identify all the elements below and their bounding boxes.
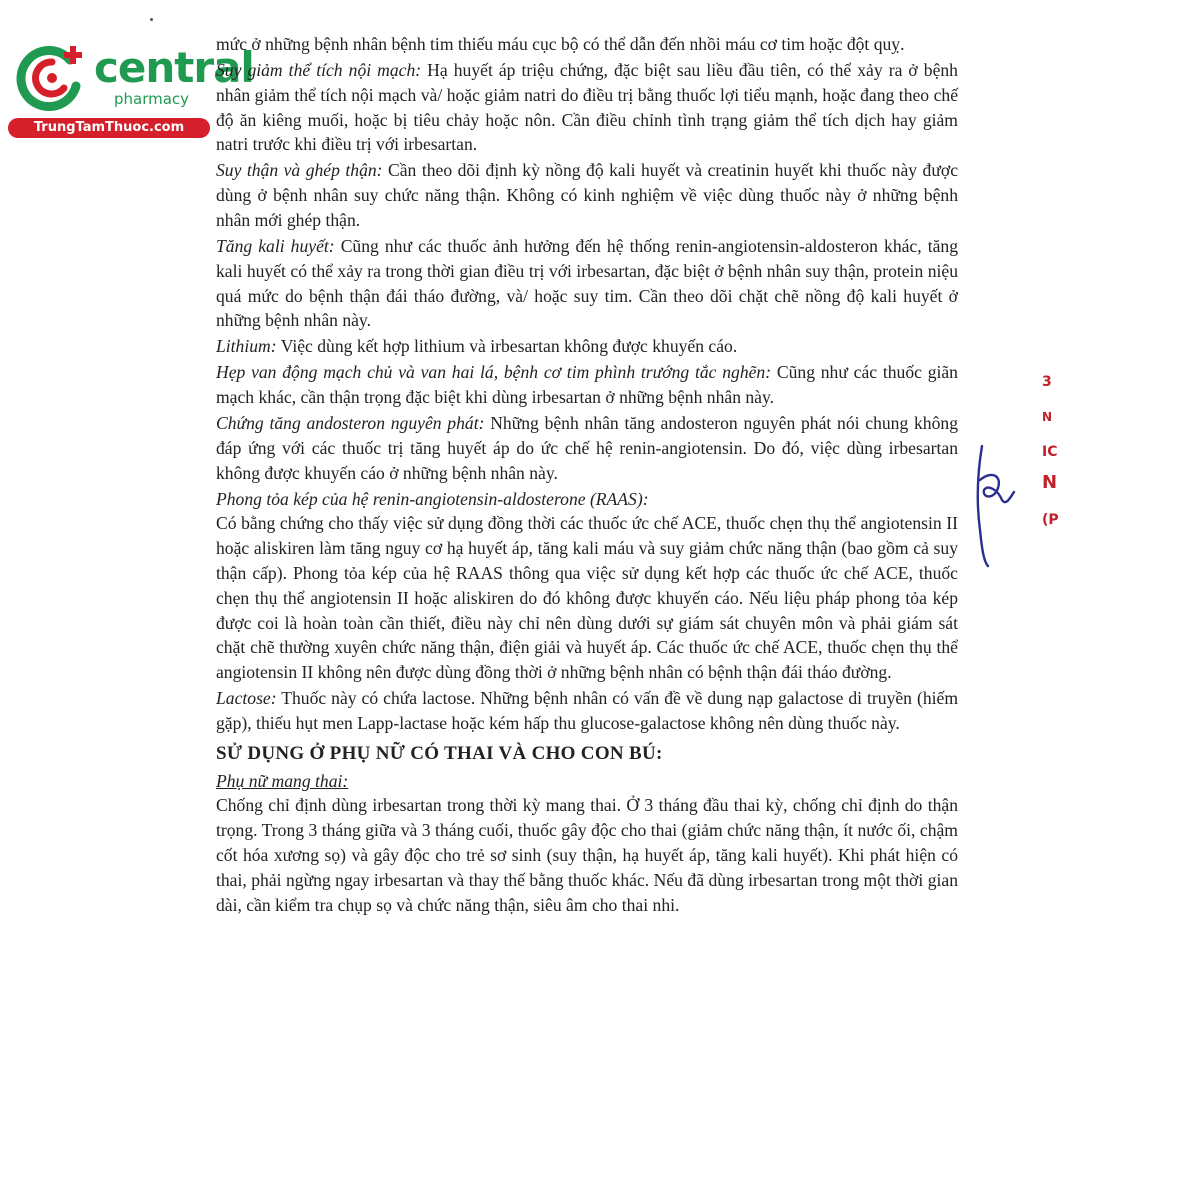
paragraph-term: Chứng tăng andosteron nguyên phát: — [216, 413, 485, 434]
paragraph-lithium — [216, 334, 958, 359]
stamp-fragment: N — [1042, 410, 1053, 424]
paragraph-term: Hẹp van động mạch chủ và van hai lá, bệnh cơ tim phình trướng tắc nghẽn: — [216, 362, 772, 383]
central-pharmacy-logo[interactable] — [8, 36, 254, 136]
paragraph-text: Hạ huyết áp triệu chứng, đặc biệt sau liều đầu tiên, có thể xảy ra ở bệnh nhân giảm thể tích nội mạch và/ hoặc giảm natri do điều trị bằng thuốc lợi tiểu mạnh, hoặc đang theo chế độ ăn kiêng muối, hoặc bị tiêu chảy hoặc nôn. Cần điều chỉnh tình trạng giảm thể tích dịch hay giảm natri trước khi điều trị với irbesartan. — [216, 59, 958, 155]
signature-mark — [968, 440, 1018, 570]
paragraph-term: Suy giảm thể tích nội mạch: — [216, 59, 422, 80]
stamp-fragment: IC — [1042, 444, 1058, 460]
paragraph-pregnancy — [216, 793, 958, 917]
paragraph-text: Những bệnh nhân tăng andosteron nguyên phát nói chung không đáp ứng với các thuốc trị tăng huyết áp do ức chế hệ renin-angiotensin. Do đó, việc dùng irbesartan không được khuyến cáo ở những bệnh nhân này. — [216, 413, 958, 483]
stamp-fragment: (P — [1042, 512, 1059, 528]
logo-tagline: pharmacy — [114, 90, 190, 108]
paragraph-term: Tăng kali huyết: — [216, 235, 335, 256]
stamp-fragment: 3 — [1042, 374, 1052, 390]
paragraph-text: mức ở những bệnh nhân bệnh tim thiếu máu cục bộ có thể dẫn đến nhồi máu cơ tim hoặc đột quỵ. — [216, 34, 905, 54]
paragraph-hypovolemia — [216, 58, 958, 157]
section-heading-pregnancy: SỬ DỤNG Ở PHỤ NỮ CÓ THAI VÀ CHO CON BÚ: — [216, 742, 663, 764]
paragraph-term: Lactose: — [216, 688, 277, 709]
paragraph-stenosis — [216, 360, 958, 410]
paragraph-lactose — [216, 686, 958, 736]
paragraph-text: Việc dùng kết hợp lithium và irbesartan không được khuyến cáo. — [276, 336, 738, 357]
paragraph-term: Suy thận và ghép thận: — [216, 160, 383, 181]
paragraph-hyperkalemia — [216, 234, 958, 333]
logo-site-url[interactable]: TrungTamThuoc.com — [8, 118, 210, 138]
paragraph-text: Chống chỉ định dùng irbesartan trong thời kỳ mang thai. Ở 3 tháng đầu thai kỳ, chống chỉ định do thận trọng. Trong 3 tháng giữa và 3 tháng cuối, thuốc gây độc cho thai (giảm chức năng thận, ít nước ối, chậm cốt hóa xương sọ) và gây độc cho trẻ sơ sinh (suy thận, hạ huyết áp, tăng kali huyết). Khi phát hiện có thai, phải ngừng ngay irbesartan và thay thế bằng thuốc khác. Nếu đã dùng irbesartan trong một thời gian dài, cần kiểm tra chụp sọ và chức năng thận, siêu âm cho thai nhi. — [216, 795, 958, 915]
paragraph-text: Cũng như các thuốc ảnh hưởng đến hệ thống renin-angiotensin-aldosteron khác, tăng kali huyết có thể xảy ra trong thời gian điều trị với irbesartan, đặc biệt ở bệnh nhân suy thận, protein niệu quá mức do bệnh thận đái tháo đường, và/ hoặc suy tim. Cần theo dõi chặt chẽ nồng độ kali huyết ở những bệnh nhân này. — [216, 235, 958, 331]
paragraph-term: Lithium: — [216, 336, 277, 357]
stamp-fragment: N — [1042, 472, 1058, 493]
paragraph-raas-heading: Phong tỏa kép của hệ renin-angiotensin-aldosterone (RAAS): — [216, 488, 649, 509]
paragraph-text: Thuốc này có chứa lactose. Những bệnh nhân có vấn đề về dung nạp galactose di truyền (hiếm gặp), thiếu hụt men Lapp-lactase hoặc kém hấp thu glucose-galactose không nên dùng thuốc này. — [216, 688, 958, 734]
paragraph-raas — [216, 511, 958, 685]
scan-speck — [150, 18, 153, 21]
paragraph-continuation — [216, 32, 958, 57]
paragraph-text: Cần theo dõi định kỳ nồng độ kali huyết và creatinin huyết khi thuốc này được dùng ở bệnh nhân suy chức năng thận. Không có kinh nghiệm về việc dùng thuốc này ở những bệnh nhân mới ghép thận. — [216, 160, 958, 230]
document-page — [216, 32, 958, 919]
paragraph-aldosteronism — [216, 411, 958, 485]
paragraph-renal — [216, 158, 958, 232]
logo-brand-name: central — [94, 43, 254, 92]
subheading-pregnant-women: Phụ nữ mang thai: — [216, 770, 349, 791]
paragraph-text: Cũng như các thuốc giãn mạch khác, cần thận trọng đặc biệt khi dùng irbesartan ở những bệnh nhân này. — [216, 362, 958, 408]
paragraph-text: Có bằng chứng cho thấy việc sử dụng đồng thời các thuốc ức chế ACE, thuốc chẹn thụ thể angiotensin II hoặc aliskiren làm tăng nguy cơ hạ huyết áp, tăng kali máu và suy giảm chức năng thận (bao gồm cả suy thận cấp). Phong tỏa kép của hệ RAAS thông qua việc sử dụng kết hợp các thuốc ức chế ACE, thuốc chẹn thụ thể angiotensin II hoặc aliskiren do đó không được khuyến cáo. Nếu liệu pháp phong tỏa kép được coi là hoàn toàn cần thiết, điều này chỉ nên dùng dưới sự giám sát chuyên môn và phải giám sát chặt chẽ thường xuyên chức năng thận, điện giải và huyết áp. Các thuốc ức chế ACE, thuốc chẹn thụ thể angiotensin II không nên được dùng đồng thời ở những bệnh nhân có bệnh thận đái tháo đường. — [216, 513, 958, 683]
pharmacy-cross-icon — [12, 38, 92, 118]
